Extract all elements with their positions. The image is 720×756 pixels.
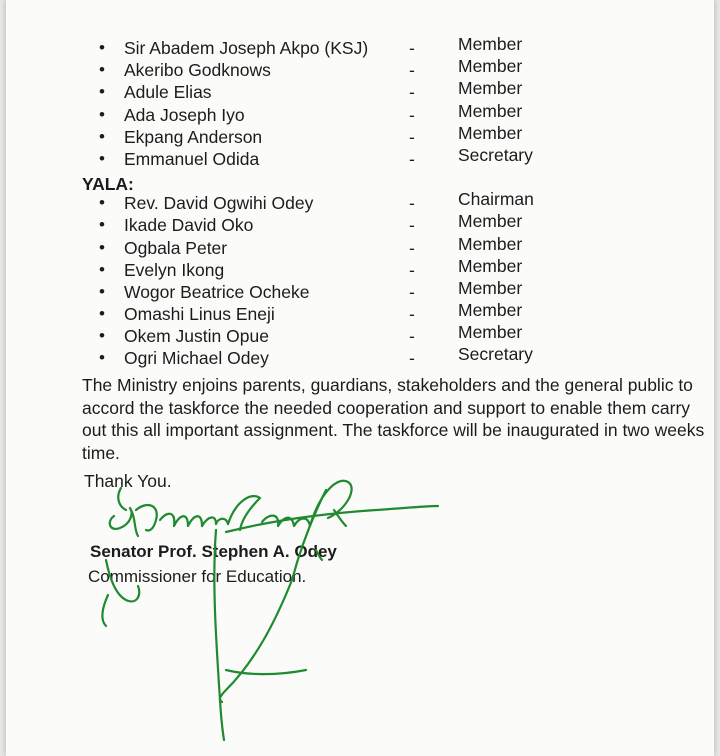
dash-separator: - — [409, 105, 415, 125]
document-page — [6, 0, 714, 756]
member-name: Okem Justin Opue — [124, 326, 269, 346]
dash-separator: - — [409, 304, 415, 324]
body-paragraph: The Ministry enjoins parents, guardians, stakeholders and the general public to accord the taskforce the needed cooperation and support to enable them carry out this all important assignment. The taskforce will be inaugurated in two weeks time. — [82, 375, 705, 463]
bullet-icon: • — [99, 149, 105, 168]
member-name: Ogri Michael Odey — [124, 348, 269, 368]
member-name: Akeribo Godknows — [124, 60, 271, 80]
member-role: Member — [458, 256, 523, 276]
dash-separator: - — [409, 193, 415, 213]
member-name: Ogbala Peter — [124, 238, 228, 258]
dash-separator: - — [409, 149, 415, 169]
member-name: Rev. David Ogwihi Odey — [124, 193, 314, 213]
bullet-icon: • — [99, 193, 105, 212]
dash-separator: - — [409, 60, 415, 80]
member-role: Member — [458, 234, 523, 254]
dash-separator: - — [409, 38, 415, 58]
member-role: Member — [458, 211, 523, 231]
signatory-name: Senator Prof. Stephen A. Odey — [90, 542, 337, 561]
signature-stroke — [102, 481, 438, 740]
bullet-icon: • — [99, 326, 105, 345]
dash-separator: - — [409, 238, 415, 258]
handwritten-signature — [76, 470, 456, 750]
dash-separator: - — [409, 215, 415, 235]
member-role: Chairman — [458, 189, 534, 209]
member-role: Member — [458, 101, 523, 121]
member-role: Secretary — [458, 344, 533, 364]
member-role: Secretary — [458, 145, 533, 165]
bullet-icon: • — [99, 282, 105, 301]
member-name: Emmanuel Odida — [124, 149, 260, 169]
member-role: Member — [458, 78, 523, 98]
dash-separator: - — [409, 326, 415, 346]
bullet-icon: • — [99, 304, 105, 323]
bullet-icon: • — [99, 260, 105, 279]
bullet-icon: • — [99, 127, 105, 146]
member-name: Evelyn Ikong — [124, 260, 225, 280]
signatory-title: Commissioner for Education. — [88, 567, 307, 586]
bullet-icon: • — [99, 105, 105, 124]
bullet-icon: • — [99, 82, 105, 101]
member-role: Member — [458, 34, 523, 54]
member-name: Wogor Beatrice Ocheke — [124, 282, 310, 302]
dash-separator: - — [409, 282, 415, 302]
member-role: Member — [458, 56, 523, 76]
member-role: Member — [458, 278, 523, 298]
bullet-icon: • — [99, 215, 105, 234]
member-name: Ada Joseph Iyo — [124, 105, 245, 125]
member-name: Ekpang Anderson — [124, 127, 263, 147]
dash-separator: - — [409, 82, 415, 102]
dash-separator: - — [409, 348, 415, 368]
member-name: Adule Elias — [124, 82, 212, 102]
member-role: Member — [458, 322, 523, 342]
member-name: Omashi Linus Eneji — [124, 304, 275, 324]
bullet-icon: • — [99, 348, 105, 367]
bullet-icon: • — [99, 60, 105, 79]
dash-separator: - — [409, 127, 415, 147]
bullet-icon: • — [99, 38, 105, 57]
member-role: Member — [458, 123, 523, 143]
bullet-icon: • — [99, 238, 105, 257]
member-role: Member — [458, 300, 523, 320]
section-heading: YALA: — [82, 174, 134, 194]
dash-separator: - — [409, 260, 415, 280]
closing-text: Thank You. — [84, 471, 172, 491]
member-name: Ikade David Oko — [124, 215, 254, 235]
member-name: Sir Abadem Joseph Akpo (KSJ) — [124, 38, 369, 58]
